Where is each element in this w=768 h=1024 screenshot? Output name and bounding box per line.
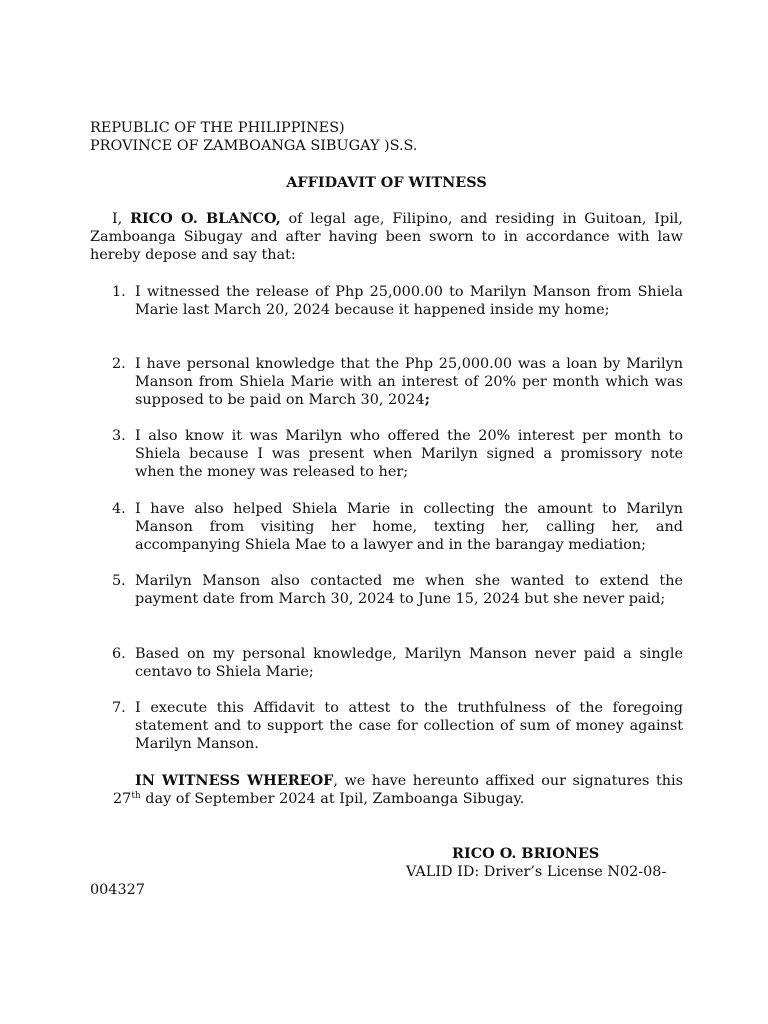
- list-item-number: 3.: [112, 428, 126, 444]
- list-item: [90, 283, 683, 319]
- list-item-number: 6.: [112, 646, 126, 662]
- whereof-text-end: day of September 2024 at Ipil, Zamboanga Sibugay.: [140, 791, 525, 808]
- list-item-number: 5.: [112, 573, 126, 589]
- list-item: [90, 699, 683, 754]
- list-item-text: I have personal knowledge that the Php 25,000.00 was a loan by Marilyn Manson from Shiela Marie with an interest of 20% per month which was supposed to be paid on March 30, 2024: [135, 356, 683, 409]
- whereof-text: , we have hereunto affixed our signatures this 27: [113, 773, 683, 808]
- signatory-name: RICO O. BRIONES: [452, 845, 600, 862]
- list-item: [90, 645, 683, 681]
- list-item-number: 7.: [112, 700, 126, 716]
- list-item-text: I execute this Affidavit to attest to the truthfulness of the foregoing statement and to support the case for collection of sum of money against Marilyn Manson.: [135, 700, 683, 753]
- list-item-trail: ;: [424, 391, 430, 409]
- list-item-number: 1.: [112, 284, 126, 300]
- list-item-text: I witnessed the release of Php 25,000.00 to Marilyn Manson from Shiela Marie last March 20, 2024 because it happened inside my home;: [135, 284, 683, 319]
- affiant-name: RICO O. BLANCO,: [130, 210, 281, 227]
- intro-text: of legal age, Filipino, and residing in Guitoan, Ipil, Zamboanga Sibugay and after having been sworn to in accordance with law hereby depose and say that:: [90, 211, 683, 264]
- list-item: [90, 427, 683, 482]
- list-item-number: 4.: [112, 501, 126, 517]
- venue-province: PROVINCE OF ZAMBOANGA SIBUGAY )S.S.: [90, 138, 418, 155]
- intro-lead: I,: [112, 211, 131, 227]
- ordinal-suffix: th: [131, 791, 141, 802]
- list-item-number: 2.: [112, 356, 126, 372]
- list-item: [90, 500, 683, 555]
- intro-paragraph: [90, 210, 683, 265]
- list-item: [90, 355, 683, 410]
- whereof-lead: IN WITNESS WHEREOF: [135, 772, 334, 789]
- list-item-text: Marilyn Manson also contacted me when she wanted to extend the payment date from March 30, 2024 to June 15, 2024 but she never paid;: [135, 573, 683, 608]
- valid-id-line: VALID ID: Driver’s License N02-08-: [406, 864, 667, 880]
- list-item: [90, 572, 683, 608]
- witness-whereof-paragraph: [113, 772, 683, 808]
- list-item-text: I also know it was Marilyn who offered the 20% interest per month to Shiela because I was present when Marilyn signed a promissory note when the money was released to her;: [135, 428, 683, 481]
- valid-id-number: 004327: [90, 882, 145, 898]
- document-title: AFFIDAVIT OF WITNESS: [286, 174, 487, 191]
- venue-country: REPUBLIC OF THE PHILIPPINES): [90, 120, 345, 136]
- venue-caption: [90, 119, 417, 155]
- list-item-text: Based on my personal knowledge, Marilyn Manson never paid a single centavo to Shiela Marie;: [135, 646, 683, 681]
- list-item-text: I have also helped Shiela Marie in collecting the amount to Marilyn Manson from visiting her home, texting her, calling her, and accompanying Shiela Mae to a lawyer and in the barangay mediation;: [135, 501, 683, 554]
